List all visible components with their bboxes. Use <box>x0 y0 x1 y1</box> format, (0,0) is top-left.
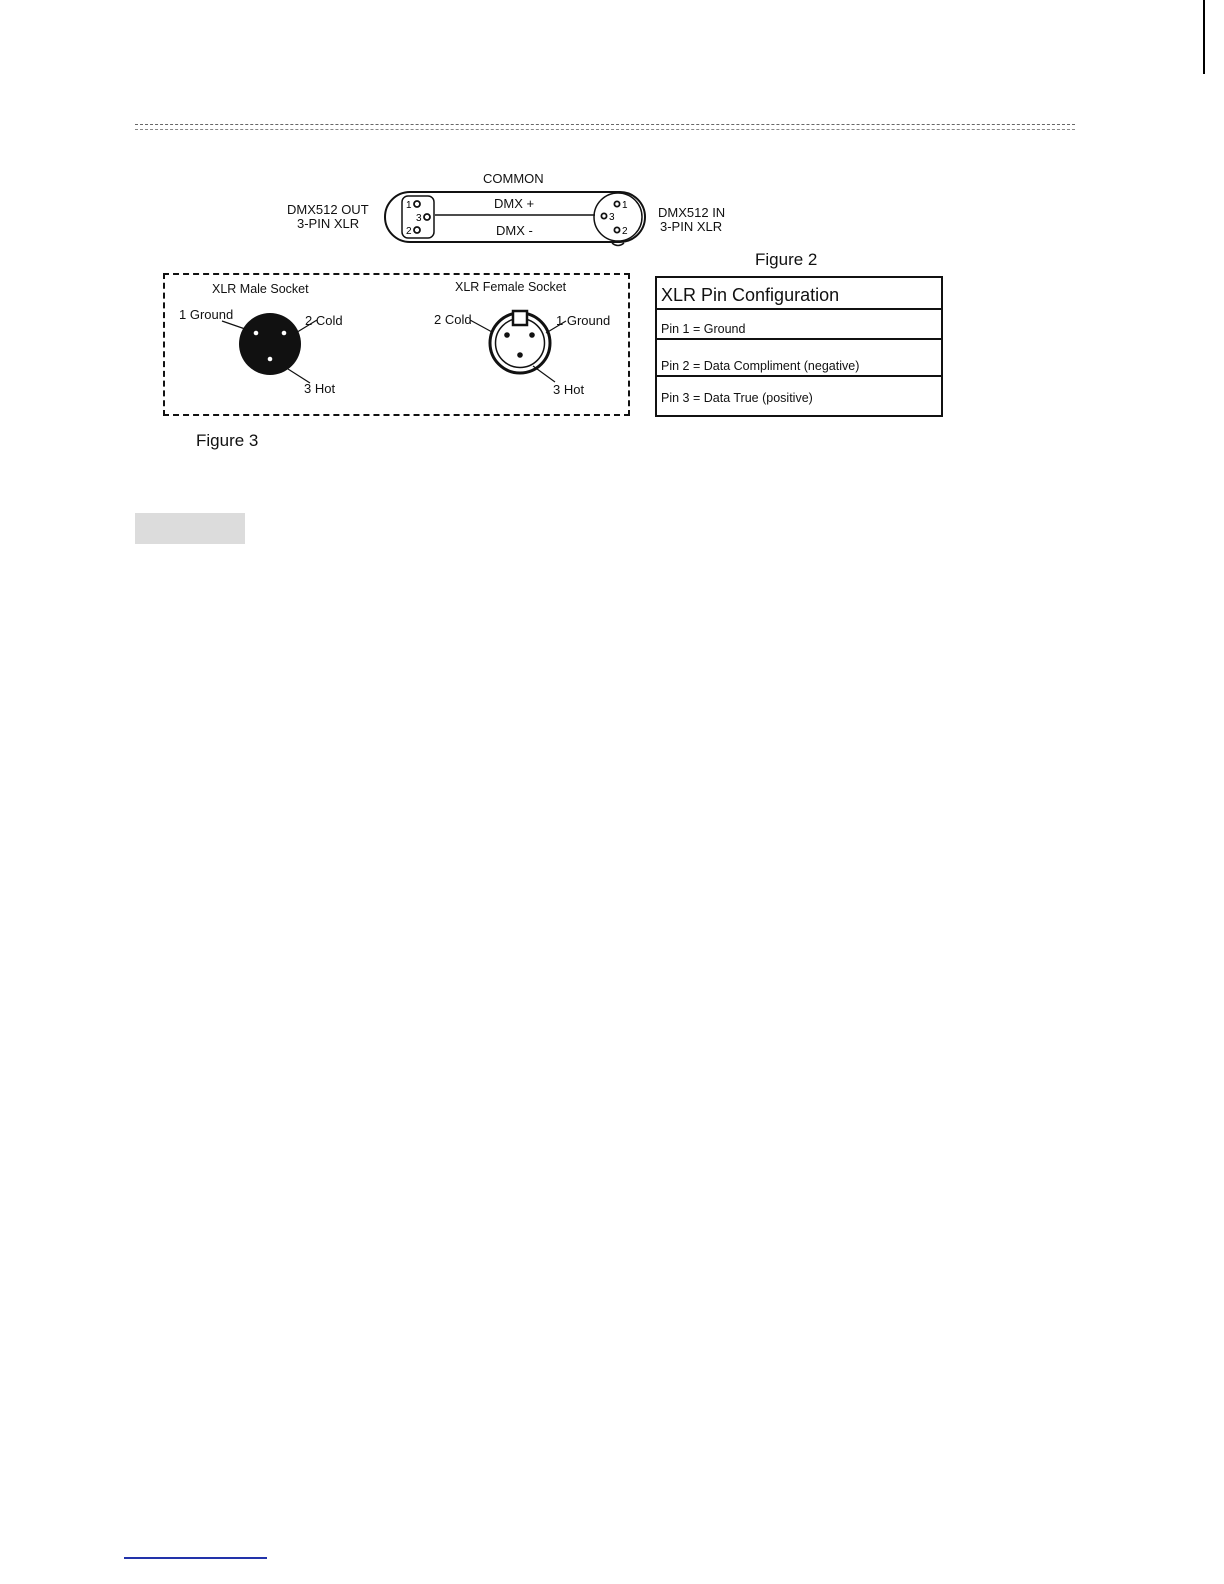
footer-link-underline <box>124 1557 267 1559</box>
in-pin-label-2: 2 <box>622 226 628 237</box>
male-pin-1-label: 1 Ground <box>179 307 234 322</box>
out-pin-label-1: 1 <box>406 200 412 211</box>
dmx-in-label-line2: 3-PIN XLR <box>660 219 723 234</box>
female-socket-icon <box>470 311 566 382</box>
male-pin-2 <box>282 331 287 336</box>
dmx-cable-diagram <box>380 185 650 250</box>
dmx-plus-label: DMX + <box>494 196 535 211</box>
dmx-out-label-line2: 3-PIN XLR <box>297 216 360 231</box>
male-socket-title: XLR Male Socket <box>212 282 309 296</box>
female-pin-3-label: 3 Hot <box>553 382 585 397</box>
in-pin-2 <box>614 227 619 232</box>
figure-2-caption: Figure 2 <box>755 250 818 269</box>
female-pin-1 <box>529 332 535 338</box>
female-pin-2-label: 2 Cold <box>434 312 472 327</box>
male-pin-1 <box>254 331 259 336</box>
pin-table-row: Pin 2 = Data Compliment (negative) <box>657 338 941 375</box>
out-pin-1 <box>414 201 420 207</box>
section-heading-tab <box>135 513 245 544</box>
male-socket-icon <box>222 313 317 383</box>
out-pin-3 <box>424 214 430 220</box>
out-pin-label-3: 3 <box>416 213 422 224</box>
male-pin-3 <box>268 357 273 362</box>
in-pin-label-3: 3 <box>609 212 615 223</box>
dmx-out-label-line1: DMX512 OUT <box>287 202 369 217</box>
section-divider <box>135 124 1075 130</box>
dmx-minus-label: DMX - <box>496 223 533 238</box>
pin-table-title: XLR Pin Configuration <box>661 285 840 305</box>
female-pin-1-label: 1 Ground <box>556 313 611 328</box>
dmx-in-label-line1: DMX512 IN <box>658 205 726 220</box>
in-pin-1 <box>614 201 619 206</box>
out-pin-2 <box>414 227 420 233</box>
pin-table-row: Pin 3 = Data True (positive) <box>657 375 941 415</box>
common-label: COMMON <box>483 171 544 186</box>
in-pin-label-1: 1 <box>622 200 628 211</box>
female-pin-2 <box>504 332 510 338</box>
page-edge-line <box>1203 0 1205 74</box>
in-pin-3 <box>601 213 606 218</box>
figure-3-caption: Figure 3 <box>196 431 259 450</box>
male-pin-3-label: 3 Hot <box>304 381 336 396</box>
female-socket-title: XLR Female Socket <box>455 280 567 294</box>
male-pin-2-label: 2 Cold <box>305 313 343 328</box>
out-pin-label-2: 2 <box>406 226 412 237</box>
pin-table-row: Pin 1 = Ground <box>657 308 941 338</box>
xlr-pin-config-table <box>655 276 943 417</box>
female-pin-3 <box>517 352 523 358</box>
